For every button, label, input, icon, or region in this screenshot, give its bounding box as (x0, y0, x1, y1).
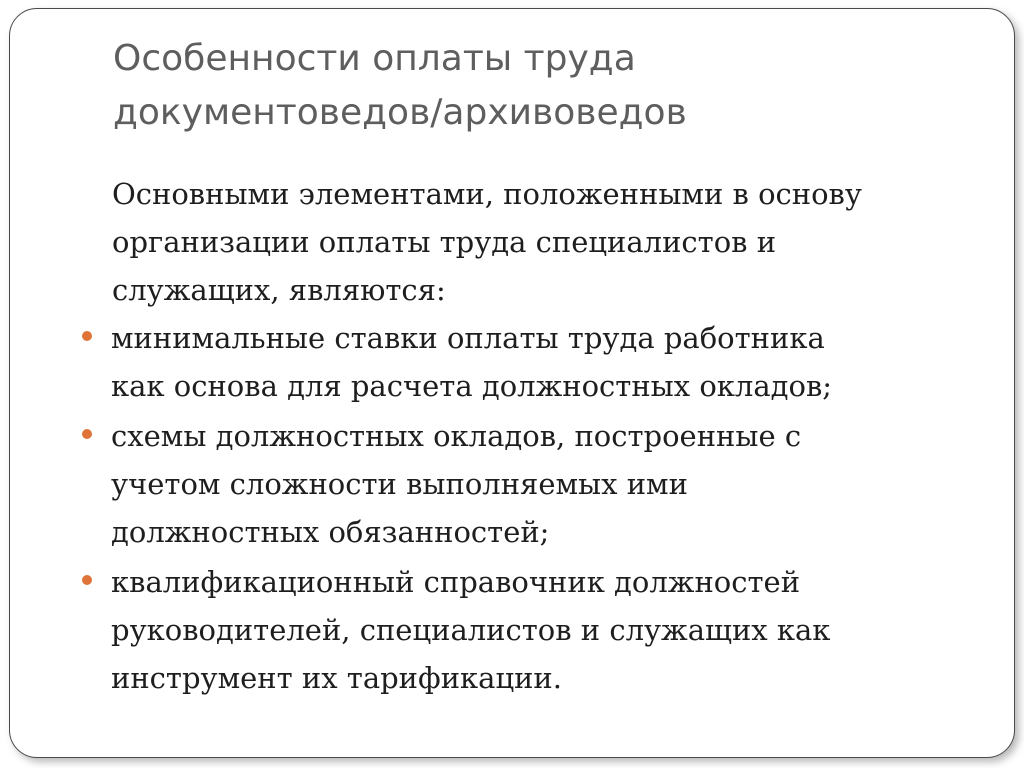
bullet-line: как основа для расчета должностных окладов; (111, 369, 833, 403)
intro-line-3: служащих, являются: (112, 273, 446, 307)
bullet-item-2 (0, 412, 1000, 556)
slide-title (113, 32, 973, 140)
bullet-text (111, 314, 1000, 410)
bullet-text (111, 558, 1000, 702)
bullet-dot-icon (82, 429, 92, 439)
title-line-1: Особенности оплаты труда (113, 38, 636, 79)
bullet-line: минимальные ставки оплаты труда работника (111, 321, 825, 355)
bullet-line: должностных обязанностей; (111, 515, 550, 549)
bullet-list (0, 314, 1000, 702)
bullet-dot-icon (82, 331, 92, 341)
bullet-line: руководителей, специалистов и служащих как (111, 613, 831, 647)
slide-body (0, 170, 1000, 702)
bullet-line: схемы должностных окладов, построенные с (111, 419, 802, 453)
intro-paragraph (0, 170, 1000, 314)
bullet-item-1 (0, 314, 1000, 410)
bullet-line: квалификационный справочник должностей (111, 565, 801, 599)
intro-line-2: организации оплаты труда специалистов и (112, 225, 777, 259)
bullet-item-3 (0, 558, 1000, 702)
title-line-2: документоведов/архивоведов (113, 92, 687, 133)
bullet-text (111, 412, 1000, 556)
bullet-dot-icon (82, 575, 92, 585)
bullet-line: учетом сложности выполняемых ими (111, 467, 688, 501)
bullet-line: инструмент их тарификации. (111, 661, 562, 695)
intro-line-1: Основными элементами, положенными в основу (112, 177, 862, 211)
